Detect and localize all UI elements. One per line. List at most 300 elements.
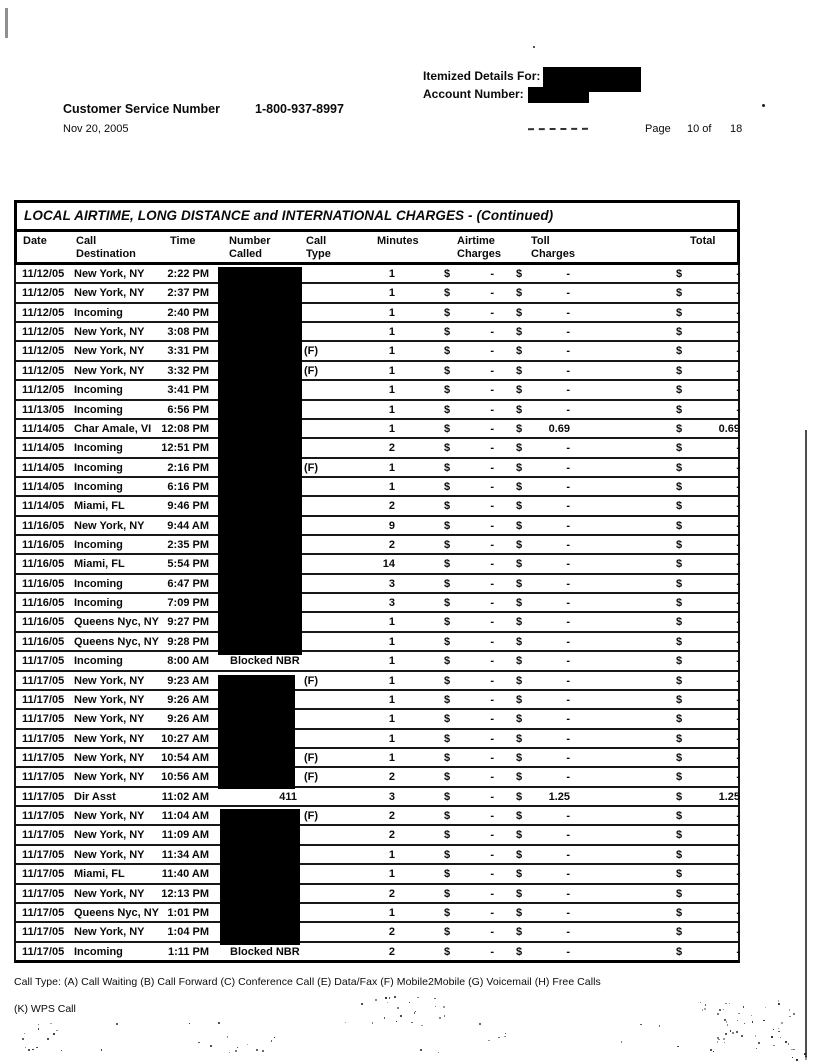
noise-speck — [717, 1041, 718, 1043]
minutes-cell: 1 — [388, 693, 395, 706]
time-cell: 2:16 PM — [167, 461, 209, 474]
currency-symbol: $ — [444, 751, 451, 764]
currency-symbol: $ — [444, 771, 451, 784]
noise-speck — [785, 1041, 787, 1043]
currency-symbol: $ — [676, 887, 683, 900]
table-row — [16, 788, 738, 807]
noise-speck — [101, 1049, 102, 1051]
total-cell: - — [736, 500, 740, 513]
minutes-cell: 1 — [388, 461, 395, 474]
noise-speck — [25, 1047, 26, 1048]
currency-symbol: $ — [676, 829, 683, 842]
time-cell: 9:26 AM — [167, 693, 209, 706]
noise-speck — [730, 1030, 731, 1032]
destination-cell: New York, NY — [74, 674, 145, 687]
redaction-box-numbers-1 — [218, 267, 302, 655]
toll-cell: - — [566, 732, 570, 745]
destination-cell: Incoming — [74, 597, 123, 610]
noise-speck — [387, 1002, 388, 1003]
noise-speck — [741, 1035, 743, 1037]
toll-cell: - — [566, 577, 570, 590]
currency-symbol: $ — [444, 810, 451, 823]
toll-cell: - — [566, 364, 570, 377]
time-cell: 11:04 AM — [161, 810, 209, 823]
minutes-cell: 1 — [388, 616, 395, 629]
destination-cell: Incoming — [74, 403, 123, 416]
noise-speck — [717, 1037, 719, 1039]
destination-cell: Queens Nyc, NY — [74, 635, 159, 648]
airtime-cell: - — [490, 810, 494, 823]
toll-cell: - — [566, 558, 570, 571]
currency-symbol: $ — [516, 655, 523, 668]
currency-symbol: $ — [516, 693, 523, 706]
toll-cell: - — [566, 829, 570, 842]
airtime-cell: - — [490, 751, 494, 764]
currency-symbol: $ — [676, 539, 683, 552]
noise-speck — [438, 1052, 439, 1053]
time-cell: 10:56 AM — [161, 771, 209, 784]
currency-symbol: $ — [444, 268, 451, 280]
noise-speck — [793, 1013, 795, 1015]
currency-symbol: $ — [676, 693, 683, 706]
noise-speck — [38, 1024, 39, 1025]
total-cell: - — [736, 926, 740, 939]
call-type-cell: (F) — [304, 364, 319, 377]
noise-speck — [727, 1024, 728, 1026]
noise-speck — [751, 1015, 752, 1016]
currency-symbol: $ — [516, 771, 523, 784]
table-row — [16, 846, 738, 865]
currency-symbol: $ — [676, 906, 683, 919]
date-cell: 11/16/05 — [22, 635, 65, 648]
currency-symbol: $ — [444, 345, 451, 358]
total-cell: - — [736, 403, 740, 416]
toll-cell: - — [566, 810, 570, 823]
airtime-cell: - — [490, 674, 494, 687]
noise-speck — [621, 1041, 622, 1043]
destination-cell: Char Amale, VI — [74, 422, 152, 435]
redaction-box-account — [528, 87, 589, 103]
currency-symbol: $ — [444, 616, 451, 629]
currency-symbol: $ — [676, 268, 683, 280]
airtime-cell: - — [490, 906, 494, 919]
noise-speck — [704, 1008, 706, 1010]
noise-speck — [793, 1049, 795, 1050]
destination-cell: Incoming — [74, 442, 123, 455]
currency-symbol: $ — [516, 287, 523, 300]
currency-symbol: $ — [516, 500, 523, 513]
total-cell: 0.69 — [718, 422, 740, 435]
noise-speck — [725, 1033, 727, 1035]
noise-speck — [32, 1049, 34, 1050]
minutes-cell: 2 — [388, 810, 395, 823]
call-type-legend: Call Type: (A) Call Waiting (B) Call Forward (C) Conference Call (E) Data/Fax (F) Mobile2Mobile (G) Voicemail (H) Free Calls — [14, 976, 601, 988]
currency-symbol: $ — [676, 713, 683, 726]
airtime-cell: - — [490, 577, 494, 590]
date-cell: 11/16/05 — [22, 577, 65, 590]
time-cell: 9:46 PM — [167, 500, 209, 513]
minutes-cell: 1 — [388, 268, 395, 280]
destination-cell: Incoming — [74, 945, 123, 958]
scan-dot — [533, 46, 535, 48]
currency-symbol: $ — [444, 577, 451, 590]
date-cell: 11/17/05 — [22, 926, 65, 939]
noise-speck — [235, 1050, 237, 1052]
minutes-cell: 2 — [388, 887, 395, 900]
currency-symbol: $ — [676, 616, 683, 629]
table-row — [16, 459, 738, 478]
currency-symbol: $ — [516, 403, 523, 416]
currency-symbol: $ — [676, 480, 683, 493]
table-row — [16, 943, 738, 960]
date-cell: 11/17/05 — [22, 829, 65, 842]
minutes-cell: 1 — [388, 287, 395, 300]
toll-cell: - — [566, 771, 570, 784]
currency-symbol: $ — [444, 655, 451, 668]
currency-symbol: $ — [676, 442, 683, 455]
total-cell: - — [736, 635, 740, 648]
noise-speck — [375, 999, 377, 1001]
noise-speck — [274, 1037, 275, 1038]
date-cell: 11/17/05 — [22, 693, 65, 706]
time-cell: 3:31 PM — [167, 345, 209, 358]
currency-symbol: $ — [676, 945, 683, 958]
currency-symbol: $ — [516, 480, 523, 493]
date-cell: 11/12/05 — [22, 364, 65, 377]
noise-speck — [262, 1050, 264, 1052]
airtime-cell: - — [490, 519, 494, 532]
date-cell: 11/14/05 — [22, 500, 65, 513]
time-cell: 1:11 PM — [168, 945, 209, 958]
table-row — [16, 401, 738, 420]
destination-cell: Incoming — [74, 461, 123, 474]
noise-speck — [705, 1004, 706, 1006]
noise-speck — [659, 1025, 660, 1027]
table-row — [16, 420, 738, 439]
total-cell: - — [736, 945, 740, 958]
date-cell: 11/17/05 — [22, 655, 65, 668]
time-cell: 3:08 PM — [167, 326, 209, 339]
noise-speck — [723, 1009, 724, 1010]
currency-symbol: $ — [444, 500, 451, 513]
noise-speck — [56, 1030, 58, 1031]
noise-speck — [713, 1051, 714, 1052]
currency-symbol: $ — [676, 364, 683, 377]
destination-cell: New York, NY — [74, 519, 145, 532]
total-cell: - — [736, 539, 740, 552]
noise-speck — [36, 1047, 38, 1048]
toll-cell: - — [566, 268, 570, 280]
noise-speck — [640, 1024, 642, 1025]
minutes-cell: 2 — [388, 829, 395, 842]
column-header: Total — [690, 235, 716, 247]
time-cell: 9:23 AM — [167, 674, 209, 687]
noise-speck — [677, 1046, 679, 1047]
currency-symbol: $ — [444, 848, 451, 861]
currency-symbol: $ — [676, 790, 683, 803]
date-cell: 11/14/05 — [22, 422, 65, 435]
total-cell: - — [736, 558, 740, 571]
destination-cell: New York, NY — [74, 926, 145, 939]
table-row — [16, 362, 738, 381]
currency-symbol: $ — [676, 926, 683, 939]
total-cell: - — [736, 810, 740, 823]
date-cell: 11/17/05 — [22, 906, 65, 919]
currency-symbol: $ — [676, 848, 683, 861]
table-row — [16, 342, 738, 361]
currency-symbol: $ — [676, 751, 683, 764]
table-row — [16, 304, 738, 323]
total-cell: - — [736, 268, 740, 280]
total-cell: - — [736, 693, 740, 706]
currency-symbol: $ — [516, 345, 523, 358]
currency-symbol: $ — [516, 616, 523, 629]
currency-symbol: $ — [676, 287, 683, 300]
destination-cell: New York, NY — [74, 751, 145, 764]
noise-speck — [752, 1021, 753, 1023]
airtime-cell: - — [490, 480, 494, 493]
scan-artifact-right — [805, 430, 807, 1057]
toll-cell: - — [566, 868, 570, 881]
number-called-cell: 411 — [279, 790, 297, 803]
airtime-cell: - — [490, 422, 494, 435]
minutes-cell: 9 — [388, 519, 395, 532]
currency-symbol: $ — [444, 442, 451, 455]
time-cell: 12:51 PM — [161, 442, 209, 455]
noise-speck — [61, 1050, 62, 1051]
toll-cell: - — [566, 616, 570, 629]
airtime-cell: - — [490, 287, 494, 300]
time-cell: 9:26 AM — [167, 713, 209, 726]
time-cell: 2:35 PM — [167, 539, 209, 552]
call-table-rows — [14, 265, 740, 963]
currency-symbol: $ — [676, 577, 683, 590]
noise-speck — [805, 1058, 807, 1060]
total-cell: - — [736, 674, 740, 687]
currency-symbol: $ — [516, 887, 523, 900]
currency-symbol: $ — [516, 713, 523, 726]
noise-speck — [725, 1003, 727, 1004]
noise-speck — [732, 1032, 734, 1034]
currency-symbol: $ — [516, 926, 523, 939]
minutes-cell: 14 — [382, 558, 395, 571]
toll-cell: 1.25 — [548, 790, 570, 803]
noise-speck — [717, 1013, 719, 1015]
currency-symbol: $ — [444, 326, 451, 339]
toll-cell: - — [566, 500, 570, 513]
noise-speck — [755, 1035, 756, 1037]
noise-speck — [773, 1029, 774, 1030]
scan-dot — [762, 104, 765, 107]
noise-speck — [198, 1042, 200, 1043]
total-cell: - — [736, 868, 740, 881]
currency-symbol: $ — [444, 887, 451, 900]
toll-cell: - — [566, 306, 570, 319]
noise-speck — [479, 1023, 481, 1025]
table-row — [16, 710, 738, 729]
currency-symbol: $ — [444, 480, 451, 493]
currency-symbol: $ — [516, 442, 523, 455]
currency-symbol: $ — [516, 268, 523, 280]
time-cell: 2:37 PM — [167, 287, 209, 300]
currency-symbol: $ — [676, 810, 683, 823]
minutes-cell: 1 — [388, 345, 395, 358]
date-cell: 11/14/05 — [22, 442, 65, 455]
noise-speck — [788, 1043, 789, 1045]
noise-speck — [723, 1038, 725, 1040]
minutes-cell: 1 — [388, 751, 395, 764]
noise-speck — [724, 1019, 726, 1021]
page-label: Page — [645, 123, 671, 135]
currency-symbol: $ — [444, 597, 451, 610]
destination-cell: New York, NY — [74, 887, 145, 900]
minutes-cell: 1 — [388, 384, 395, 397]
number-called-cell: Blocked NBR — [230, 945, 300, 958]
column-header: Call Destination — [76, 235, 136, 260]
call-type-cell: (F) — [304, 345, 319, 358]
noise-speck — [702, 1009, 703, 1011]
currency-symbol: $ — [444, 868, 451, 881]
noise-speck — [397, 1007, 399, 1009]
currency-symbol: $ — [444, 539, 451, 552]
airtime-cell: - — [490, 655, 494, 668]
currency-symbol: $ — [444, 306, 451, 319]
date-cell: 11/12/05 — [22, 287, 65, 300]
time-cell: 6:16 PM — [167, 480, 209, 493]
table-row — [16, 691, 738, 710]
total-cell: - — [736, 751, 740, 764]
date-cell: 11/17/05 — [22, 713, 65, 726]
table-row — [16, 652, 738, 671]
airtime-cell: - — [490, 829, 494, 842]
minutes-cell: 2 — [388, 771, 395, 784]
table-row — [16, 768, 738, 787]
noise-speck — [771, 1036, 773, 1038]
currency-symbol: $ — [444, 519, 451, 532]
time-cell: 10:27 AM — [161, 732, 209, 745]
table-header-box — [14, 200, 740, 265]
currency-symbol: $ — [444, 829, 451, 842]
airtime-cell: - — [490, 693, 494, 706]
currency-symbol: $ — [676, 558, 683, 571]
noise-speck — [227, 1036, 228, 1038]
airtime-cell: - — [490, 326, 494, 339]
date-cell: 11/17/05 — [22, 868, 65, 881]
noise-speck — [778, 1028, 779, 1029]
currency-symbol: $ — [444, 461, 451, 474]
total-cell: - — [736, 771, 740, 784]
total-cell: - — [736, 713, 740, 726]
scan-artifact-left — [5, 8, 8, 38]
toll-cell: - — [566, 442, 570, 455]
airtime-cell: - — [490, 442, 494, 455]
destination-cell: New York, NY — [74, 713, 145, 726]
currency-symbol: $ — [676, 500, 683, 513]
toll-cell: 0.69 — [548, 422, 570, 435]
minutes-cell: 1 — [388, 306, 395, 319]
currency-symbol: $ — [516, 364, 523, 377]
airtime-cell: - — [490, 635, 494, 648]
time-cell: 9:44 AM — [167, 519, 209, 532]
call-type-cell: (F) — [304, 674, 319, 687]
table-row — [16, 633, 738, 652]
total-cell: - — [736, 848, 740, 861]
currency-symbol: $ — [444, 558, 451, 571]
toll-cell: - — [566, 345, 570, 358]
currency-symbol: $ — [444, 732, 451, 745]
total-cell: - — [736, 384, 740, 397]
currency-symbol: $ — [676, 674, 683, 687]
minutes-cell: 1 — [388, 868, 395, 881]
statement-date: Nov 20, 2005 — [63, 123, 129, 135]
minutes-cell: 1 — [388, 713, 395, 726]
airtime-cell: - — [490, 790, 494, 803]
noise-speck — [28, 1049, 30, 1051]
noise-speck — [780, 1037, 781, 1038]
currency-symbol: $ — [516, 461, 523, 474]
call-type-cell: (F) — [304, 810, 319, 823]
noise-speck — [792, 1057, 793, 1058]
time-cell: 1:01 PM — [167, 906, 209, 919]
number-called-cell: Blocked NBR — [230, 655, 300, 668]
toll-cell: - — [566, 887, 570, 900]
total-cell: 1.25 — [718, 790, 740, 803]
toll-cell: - — [566, 384, 570, 397]
customer-service-label: Customer Service Number — [63, 102, 221, 116]
time-cell: 2:40 PM — [167, 306, 209, 319]
minutes-cell: 1 — [388, 906, 395, 919]
time-cell: 11:09 AM — [161, 829, 209, 842]
table-row — [16, 555, 738, 574]
toll-cell: - — [566, 713, 570, 726]
date-cell: 11/12/05 — [22, 345, 65, 358]
currency-symbol: $ — [516, 539, 523, 552]
time-cell: 7:09 PM — [167, 597, 209, 610]
currency-symbol: $ — [676, 635, 683, 648]
total-cell: - — [736, 577, 740, 590]
table-row — [16, 381, 738, 400]
airtime-cell: - — [490, 616, 494, 629]
table-row — [16, 885, 738, 904]
toll-cell: - — [566, 403, 570, 416]
minutes-cell: 3 — [388, 597, 395, 610]
minutes-cell: 1 — [388, 364, 395, 377]
noise-speck — [421, 1025, 423, 1026]
noise-speck — [743, 1006, 744, 1008]
table-row — [16, 904, 738, 923]
date-cell: 11/17/05 — [22, 771, 65, 784]
time-cell: 11:02 AM — [161, 790, 209, 803]
date-cell: 11/17/05 — [22, 887, 65, 900]
toll-cell: - — [566, 635, 570, 648]
table-row — [16, 923, 738, 942]
date-cell: 11/12/05 — [22, 326, 65, 339]
table-row — [16, 478, 738, 497]
airtime-cell: - — [490, 713, 494, 726]
noise-speck — [765, 1007, 766, 1008]
airtime-cell: - — [490, 461, 494, 474]
currency-symbol: $ — [676, 422, 683, 435]
date-cell: 11/16/05 — [22, 519, 65, 532]
noise-speck — [791, 1049, 793, 1050]
noise-speck — [116, 1023, 118, 1025]
noise-speck — [756, 1048, 757, 1049]
noise-speck — [420, 1049, 422, 1051]
currency-symbol: $ — [516, 674, 523, 687]
customer-service-number: 1-800-937-8997 — [255, 102, 344, 116]
minutes-cell: 3 — [388, 577, 395, 590]
date-cell: 11/17/05 — [22, 790, 65, 803]
